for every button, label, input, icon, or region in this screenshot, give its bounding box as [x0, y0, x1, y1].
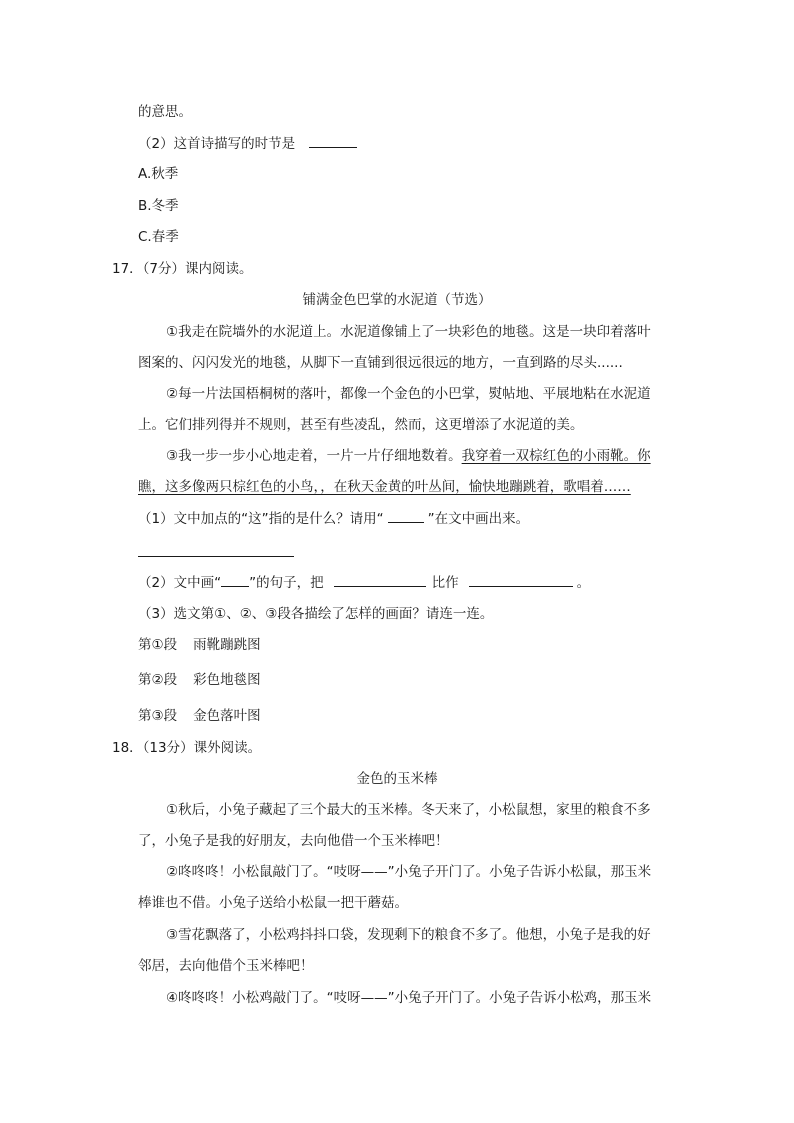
passage-18-para1-line1: ①秋后，小兔子藏起了三个最大的玉米棒。冬天来了，小松鼠想，家里的粮食不多 — [166, 802, 651, 818]
match-row-1 — [138, 635, 261, 655]
option-c: C.春季 — [138, 229, 179, 245]
passage-17-para1-line2: 图案的、闪闪发光的地毯，从脚下一直铺到很远很远的地方，一直到路的尽头...... — [138, 355, 623, 371]
passage-18-para1-line2: 了，小兔子是我的好朋友，去向他借一个玉米棒吧！ — [138, 833, 449, 849]
sub-question-1 — [138, 508, 529, 529]
passage-18-para3-line1: ③雪花飘落了，小松鸡抖抖口袋，发现剩下的粮食不多了。他想，小兔子是我的好 — [166, 927, 651, 943]
question-17-heading: 17．（7分）课内阅读。 — [112, 261, 253, 277]
match-row-2 — [138, 670, 261, 690]
para3-plain-text: ③我一步一步小心地走着，一片一片仔细地数着。 — [166, 448, 462, 464]
sub-question-1-post: ”在文中画出来。 — [427, 511, 530, 527]
sub-question-2-a: （2）文中画“ — [138, 575, 222, 591]
passage-17-para3-line2: 瞧，这多像两只棕红色的小鸟，，在秋天金黄的叶丛间，愉快地蹦跳着，歌唱着…… — [138, 479, 631, 495]
match-para-3[interactable]: 第③段 — [138, 708, 178, 724]
match-picture-1[interactable]: 雨靴蹦跳图 — [193, 637, 261, 653]
sub-question-2 — [138, 572, 590, 593]
passage-17-para2-line2: 上。它们排列得并不规则，甚至有些凌乱，然而，这更增添了水泥道的美。 — [138, 417, 584, 433]
question-2-text: （2）这首诗描写的时节是 — [138, 136, 296, 152]
question-2-line — [138, 133, 357, 154]
passage-18-title: 金色的玉米棒 — [356, 771, 438, 787]
answer-blank[interactable] — [309, 133, 357, 148]
question-18-heading: 18．（13分）课外阅读。 — [112, 740, 262, 756]
match-para-2[interactable]: 第②段 — [138, 672, 178, 688]
passage-17-para3-line1 — [166, 446, 651, 466]
sub-question-2-d: 。 — [576, 575, 591, 591]
passage-18-para2-line2: 棒谁也不借。小兔子送给小松鼠一把干蘑菇。 — [138, 895, 408, 911]
sub-question-2-c: 比作 — [431, 575, 459, 591]
sub-question-2-b: ”的句子，把 — [249, 575, 324, 591]
underline-symbol-blank — [221, 572, 249, 587]
passage-17-para1-line1: ①我走在院墙外的水泥道上。水泥道像铺上了一块彩色的地毯。这是一块印着落叶 — [166, 324, 651, 340]
passage-17-title: 铺满金色巴掌的水泥道（节选） — [302, 292, 492, 308]
sub-question-1-pre: （1）文中加点的“这”指的是什么？请用“ — [138, 511, 384, 527]
match-picture-2[interactable]: 彩色地毯图 — [193, 672, 261, 688]
sub-question-3: （3）选文第①、②、③段各描绘了怎样的画面？请连一连。 — [138, 606, 494, 622]
passage-17-para2-line1: ②每一片法国梧桐树的落叶，都像一个金色的小巴掌，熨帖地、平展地粘在水泥道 — [166, 386, 651, 402]
underline-symbol-blank — [388, 508, 424, 523]
answer-blank-2[interactable] — [469, 572, 573, 587]
passage-18-para4-line1: ④咚咚咚！小松鸡敲门了。“吱呀——”小兔子开门了。小兔子告诉小松鸡，那玉米 — [166, 990, 652, 1006]
passage-18-para3-line2: 邻居，去向他借个玉米棒吧！ — [138, 958, 314, 974]
match-row-3 — [138, 706, 261, 726]
option-a: A.秋季 — [138, 166, 179, 182]
answer-line[interactable] — [138, 556, 294, 557]
passage-18-para2-line1: ②咚咚咚！小松鼠敲门了。“吱呀——”小兔子开门了。小兔子告诉小松鼠，那玉米 — [166, 864, 652, 880]
underlined-sentence: 我穿着一双棕红色的小雨靴。你 — [461, 448, 651, 464]
answer-blank-1[interactable] — [334, 572, 426, 587]
option-b: B.冬季 — [138, 198, 179, 214]
match-picture-3[interactable]: 金色落叶图 — [193, 708, 261, 724]
text-line: 的意思。 — [138, 104, 192, 120]
match-para-1[interactable]: 第①段 — [138, 637, 178, 653]
